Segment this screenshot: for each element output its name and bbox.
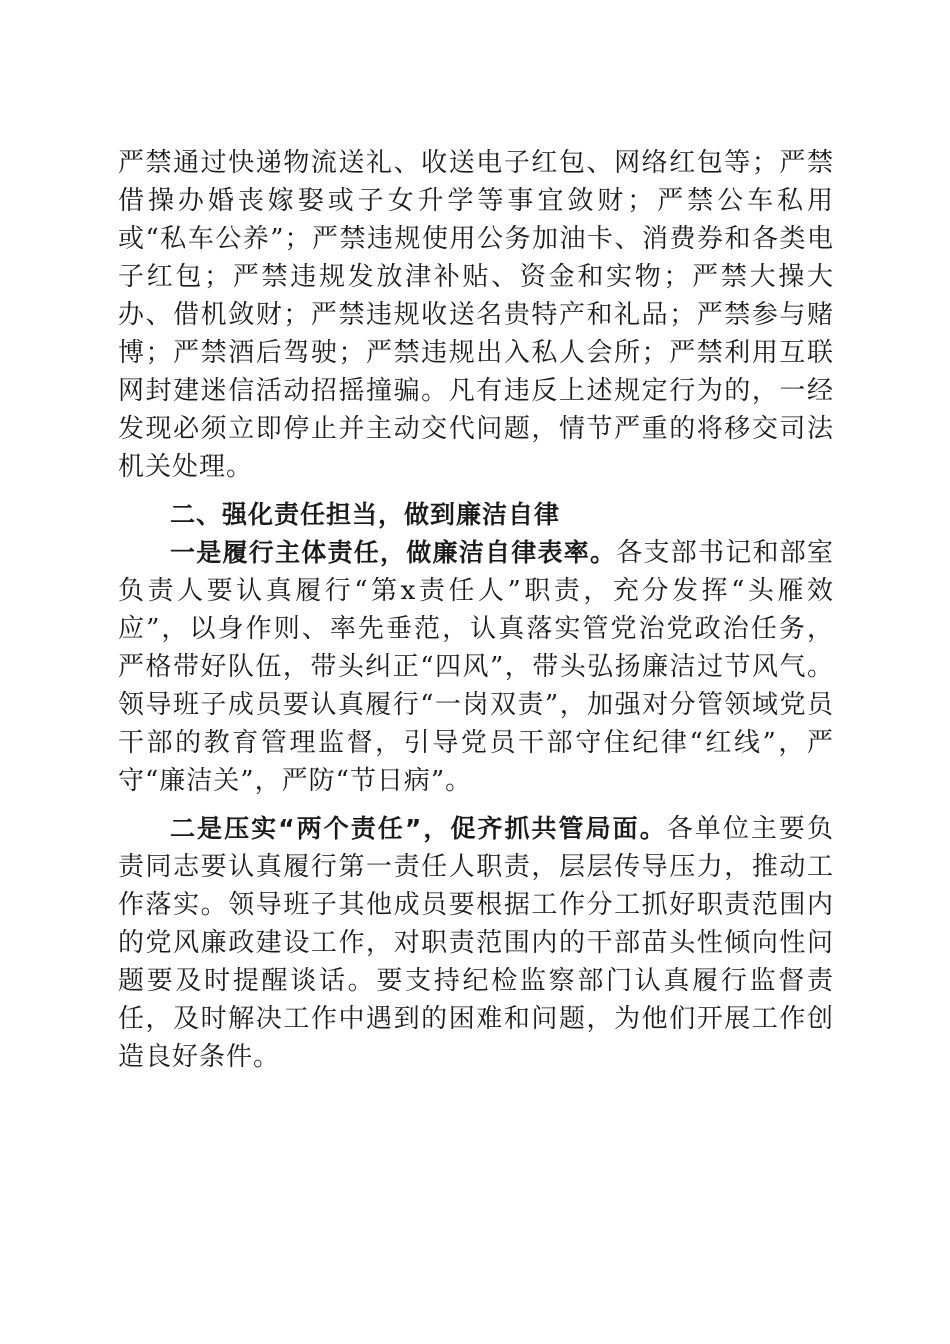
paragraph-main-responsibility	[118, 534, 834, 800]
paragraph-lead: 一是履行主体责任，做廉洁自律表率。	[170, 538, 617, 567]
paragraph-text: 各单位主要负责同志要认真履行第一责任人职责，层层传导压力，推动工作落实。领导班子其他成员要根据工作分工抓好职责范围内的党风廉政建设工作，对职责范围内的干部苗头性倾向性问题要及时提醒谈话。要支持纪检监察部门认真履行监督责任，及时解决工作中遇到的困难和问题，为他们开展工作创造良好条件。	[118, 814, 834, 1072]
section-heading: 二、强化责任担当，做到廉洁自律	[170, 500, 561, 529]
document-body	[118, 144, 834, 1076]
paragraph-two-responsibilities	[118, 810, 834, 1076]
paragraph-lead: 二是压实“两个责任”，促齐抓共管局面。	[170, 814, 667, 843]
paragraph-prohibitions: 严禁通过快递物流送礼、收送电子红包、网络红包等；严禁借操办婚丧嫁娶或子女升学等事宜敛财；严禁公车私用或“私车公养”；严禁违规使用公务加油卡、消费券和各类电子红包；严禁违规发放津补贴、资金和实物；严禁大操大办、借机敛财；严禁违规收送名贵特产和礼品；严禁参与赌博；严禁酒后驾驶；严禁违规出入私人会所；严禁利用互联网封建迷信活动招摇撞骗。凡有违反上述规定行为的，一经发现必须立即停止并主动交代问题，情节严重的将移交司法机关处理。	[118, 148, 834, 482]
paragraph-text: 各支部书记和部室负责人要认真履行“第x责任人”职责，充分发挥“头雁效应”，以身作则、率先垂范，认真落实管党治党政治任务，严格带好队伍，带头纠正“四风”，带头弘扬廉洁过节风气。领导班子成员要认真履行“一岗双责”，加强对分管领域党员干部的教育管理监督，引导党员干部守住纪律“红线”，严守“廉洁关”，严防“节日病”。	[118, 538, 834, 796]
